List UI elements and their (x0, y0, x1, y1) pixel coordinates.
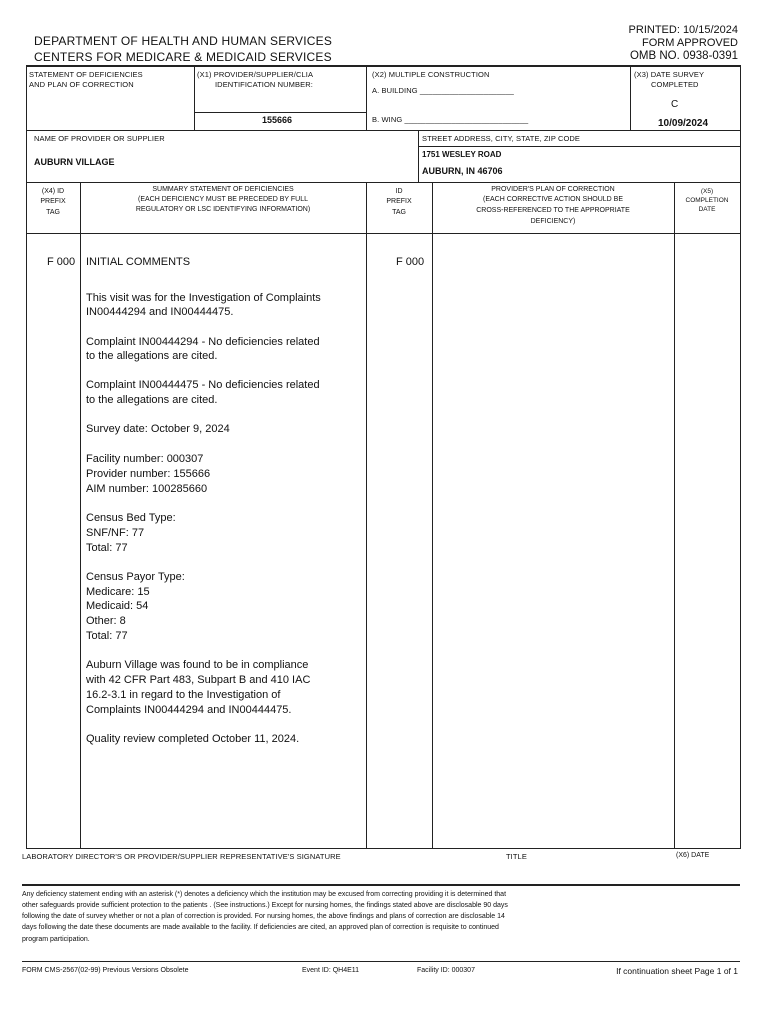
agency-title: CENTERS FOR MEDICARE & MEDICAID SERVICES (34, 50, 332, 64)
prefix-tag-right: F 000 (396, 256, 425, 268)
entry-line: Quality review completed October 11, 2024. (86, 733, 300, 745)
entry-line: Survey date: October 9, 2024 (86, 423, 230, 435)
entry-line: Provider number: 155666 (86, 468, 211, 480)
entry-line: with 42 CFR Part 483, Subpart B and 410 IAC (86, 674, 311, 686)
x1-sub-rule (194, 112, 366, 113)
x1-divider (194, 65, 195, 130)
x3-label-1: (X3) DATE SURVEY (634, 70, 705, 79)
x1-label-2: IDENTIFICATION NUMBER: (215, 80, 313, 89)
prefix-tag-left: F 000 (47, 256, 76, 268)
title-label: TITLE (506, 852, 527, 861)
address-sub-rule (418, 146, 740, 147)
entry-line: Other: 8 (86, 615, 126, 627)
x5-header-1: (X5) (700, 188, 714, 195)
entry-line: Medicare: 15 (86, 586, 150, 598)
col-id-divider (432, 182, 433, 848)
form-approved: FORM APPROVED (642, 37, 738, 49)
city-state-zip: AUBURN, IN 46706 (422, 166, 503, 176)
entry-line: Facility number: 000307 (86, 453, 204, 465)
col-x4-divider (80, 182, 81, 848)
disclaimer-line-4: days following the date these documents are made available to the facility. If deficiencies are cited, an approved plan of correction is requisite to continued (22, 924, 499, 931)
entry-line: Complaint IN00444294 - No deficiencies related (86, 336, 320, 348)
provider-name: AUBURN VILLAGE (34, 157, 115, 167)
statement-label-1: STATEMENT OF DEFICIENCIES (29, 70, 143, 79)
omb-number: OMB NO. 0938-0391 (629, 50, 738, 62)
entry-line: Total: 77 (86, 542, 128, 554)
summary-header-1: SUMMARY STATEMENT OF DEFICIENCIES (152, 186, 294, 193)
row-rule-2 (26, 182, 741, 183)
disclaimer-line-1: Any deficiency statement ending with an asterisk (*) denotes a deficiency which the institution may be excused from correcting providing it is determined that (22, 891, 507, 898)
disclaimer-line-5: program participation. (22, 936, 90, 943)
summary-header-3: REGULATORY OR LSC IDENTIFYING INFORMATION) (135, 206, 311, 213)
plan-header-1: PROVIDER'S PLAN OF CORRECTION (491, 186, 615, 193)
x5-header-2: COMPLETION (685, 197, 729, 204)
entry-line: to the allegations are cited. (86, 350, 218, 362)
id-header-2: PREFIX (386, 198, 412, 205)
x5-header-3: DATE (698, 206, 716, 213)
col-plan-divider (674, 182, 675, 848)
id-header-1: ID (395, 188, 403, 195)
x4-header-1: (X4) ID (41, 188, 65, 195)
frame-left (26, 65, 27, 848)
entry-line: Auburn Village was found to be in compliance (86, 659, 309, 671)
building-line: A. BUILDING ______________________ (372, 86, 514, 95)
x1-value: 155666 (262, 115, 293, 125)
provider-name-label: NAME OF PROVIDER OR SUPPLIER (34, 134, 165, 143)
row-rule-4 (26, 848, 741, 849)
event-id: Event ID: QH4E11 (302, 967, 360, 974)
wing-line: B. WING _____________________________ (372, 115, 529, 124)
address-divider (418, 130, 419, 182)
id-header-3: TAG (392, 209, 406, 216)
address-label: STREET ADDRESS, CITY, STATE, ZIP CODE (422, 134, 581, 143)
entry-line: 16.2-3.1 in regard to the Investigation of (86, 689, 281, 701)
printed-date: PRINTED: 10/15/2024 (628, 24, 738, 36)
col-summary-divider (366, 182, 367, 848)
statement-label-2: AND PLAN OF CORRECTION (29, 80, 134, 89)
signature-date-label: (X6) DATE (676, 852, 710, 859)
row-rule-1 (26, 130, 741, 131)
department-title: DEPARTMENT OF HEALTH AND HUMAN SERVICES (34, 34, 333, 48)
x3-date: 10/09/2024 (658, 118, 709, 129)
facility-id: Facility ID: 000307 (417, 967, 475, 974)
entry-line: AIM number: 100285660 (86, 483, 208, 495)
plan-header-4: DEFICIENCY) (530, 218, 576, 225)
plan-header-2: (EACH CORRECTIVE ACTION SHOULD BE (482, 196, 624, 203)
entry-line: IN00444294 and IN00444475. (86, 306, 234, 318)
disclaimer-line-3: following the date of survey whether or not a plan of correction is provided. For nursing homes, the above findings and plans of correction are disclosable 14 (22, 913, 505, 920)
entry-line: Medicaid: 54 (86, 600, 149, 612)
x1-label-1: (X1) PROVIDER/SUPPLIER/CLIA (197, 70, 314, 79)
x3-label-2: COMPLETED (651, 80, 699, 89)
x3-divider (630, 65, 631, 130)
x3-code: C (671, 99, 679, 110)
row-rule-3 (26, 233, 741, 234)
entry-line: Complaints IN00444294 and IN00444475. (86, 704, 292, 716)
frame-right (740, 65, 741, 848)
plan-header-3: CROSS-REFERENCED TO THE APPROPRIATE (476, 207, 630, 214)
summary-header-2: (EACH DEFICIENCY MUST BE PRECEDED BY FULL (138, 196, 308, 203)
x4-header-3: TAG (46, 209, 60, 216)
entry-title: INITIAL COMMENTS (86, 256, 191, 268)
page-indicator: If continuation sheet Page 1 of 1 (616, 966, 738, 976)
disclaimer-line-2: other safeguards provide sufficient protection to the patients . (See instructions.) Except for nursing homes, the findings stated above are disclosable 90 days (22, 902, 508, 909)
x2-divider (366, 65, 367, 130)
entry-line: Total: 77 (86, 630, 128, 642)
footer-rule (22, 961, 740, 962)
entry-line: This visit was for the Investigation of Complaints (86, 292, 321, 304)
form-number: FORM CMS-2567(02-99) Previous Versions Obsolete (22, 967, 189, 974)
top-rule (26, 65, 741, 67)
entry-line: SNF/NF: 77 (86, 527, 145, 539)
x4-header-2: PREFIX (40, 198, 66, 205)
disclaimer-rule (22, 884, 740, 886)
entry-line: Complaint IN00444475 - No deficiencies related (86, 379, 320, 391)
entry-line: Census Payor Type: (86, 571, 185, 583)
x2-label: (X2) MULTIPLE CONSTRUCTION (372, 70, 490, 79)
street-address: 1751 WESLEY ROAD (422, 150, 502, 159)
entry-line: Census Bed Type: (86, 512, 176, 524)
signature-label: LABORATORY DIRECTOR'S OR PROVIDER/SUPPLIER REPRESENTATIVE'S SIGNATURE (22, 852, 341, 861)
entry-line: to the allegations are cited. (86, 394, 218, 406)
